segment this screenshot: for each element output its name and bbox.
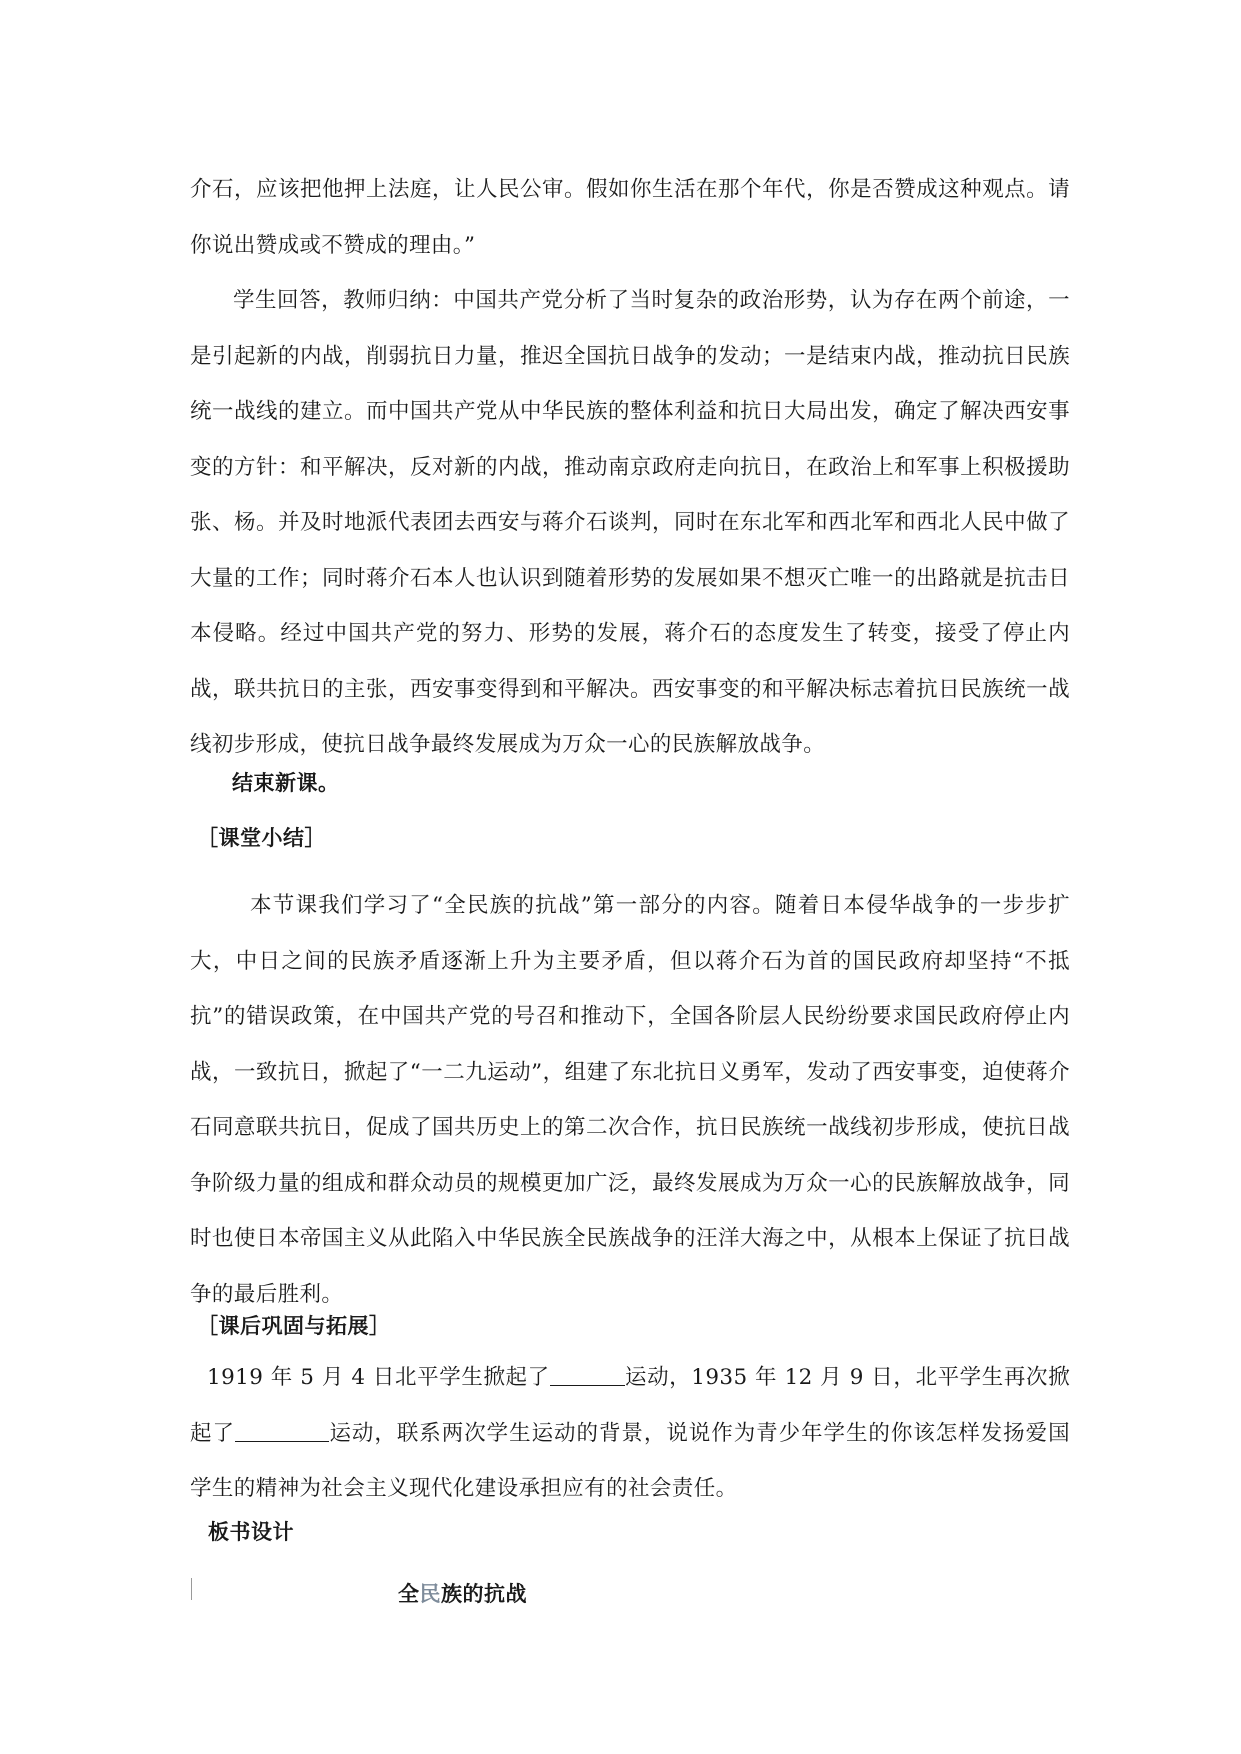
board-title: 全民族的抗战 xyxy=(398,1582,527,1606)
heading-consolidation: ［课后巩固与拓展］ xyxy=(197,1314,391,1338)
exercise-text-1: 1919 年 5 月 4 日北平学生掀起了 xyxy=(207,1365,550,1390)
heading-board-design: 板书设计 xyxy=(208,1520,294,1544)
heading-end-lesson: 结束新课。 xyxy=(232,771,340,795)
paragraph-intro-question: 介石，应该把他押上法庭，让人民公审。假如你生活在那个年代，你是否赞成这种观点。请你说出赞成或不赞成的理由。” xyxy=(190,177,1070,258)
exercise-text-3: 运动，联系两次学生运动的背景，说说作为青少年学生的你该怎样发扬爱国学生的精神为社会主义现代化建设承担应有的社会责任。 xyxy=(190,1420,1070,1501)
paragraph-exercise xyxy=(190,1350,1070,1517)
board-title-highlight: 民 xyxy=(419,1582,441,1606)
paragraph-lesson-summary: 本节课我们学习了“全民族的抗战”第一部分的内容。随着日本侵华战争的一步步扩大，中日之间的民族矛盾逐渐上升为主要矛盾，但以蒋介石为首的国民政府却坚持“不抵抗”的错误政策，在中国共产党的号召和推动下，全国各阶层人民纷纷要求国民政府停止内战，一致抗日，掀起了“一二九运动”，组建了东北抗日义勇军，发动了西安事变，迫使蒋介石同意联共抗日，促成了国共历史上的第二次合作，抗日民族统一战线初步形成，使抗日战争阶级力量的组成和群众动员的规模更加广泛，最终发展成为万众一心的民族解放战争，同时也使日本帝国主义从此陷入中华民族全民族战争的汪洋大海之中，从根本上保证了抗日战争的最后胜利。 xyxy=(190,893,1070,1307)
answer-blank-2[interactable] xyxy=(235,1419,329,1442)
text-cursor xyxy=(191,1578,192,1600)
exercise-text-2: 运动，1935 年 12 月 9 日，北平学生再次掀起了 xyxy=(190,1365,1070,1446)
answer-blank-1[interactable] xyxy=(550,1363,625,1386)
heading-class-summary: ［课堂小结］ xyxy=(197,826,326,850)
paragraph-teacher-summary: 学生回答，教师归纳：中国共产党分析了当时复杂的政治形势，认为存在两个前途，一是引起新的内战，削弱抗日力量，推迟全国抗日战争的发动；一是结束内战，推动抗日民族统一战线的建立。而中国共产党从中华民族的整体利益和抗日大局出发，确定了解决西安事变的方针：和平解决，反对新的内战，推动南京政府走向抗日，在政治上和军事上积极援助张、杨。并及时地派代表团去西安与蒋介石谈判，同时在东北军和西北军和西北人民中做了大量的工作；同时蒋介石本人也认识到随着形势的发展如果不想灭亡唯一的出路就是抗击日本侵略。经过中国共产党的努力、形势的发展，蒋介石的态度发生了转变，接受了停止内战，联共抗日的主张，西安事变得到和平解决。西安事变的和平解决标志着抗日民族统一战线初步形成，使抗日战争最终发展成为万众一心的民族解放战争。 xyxy=(190,288,1070,757)
